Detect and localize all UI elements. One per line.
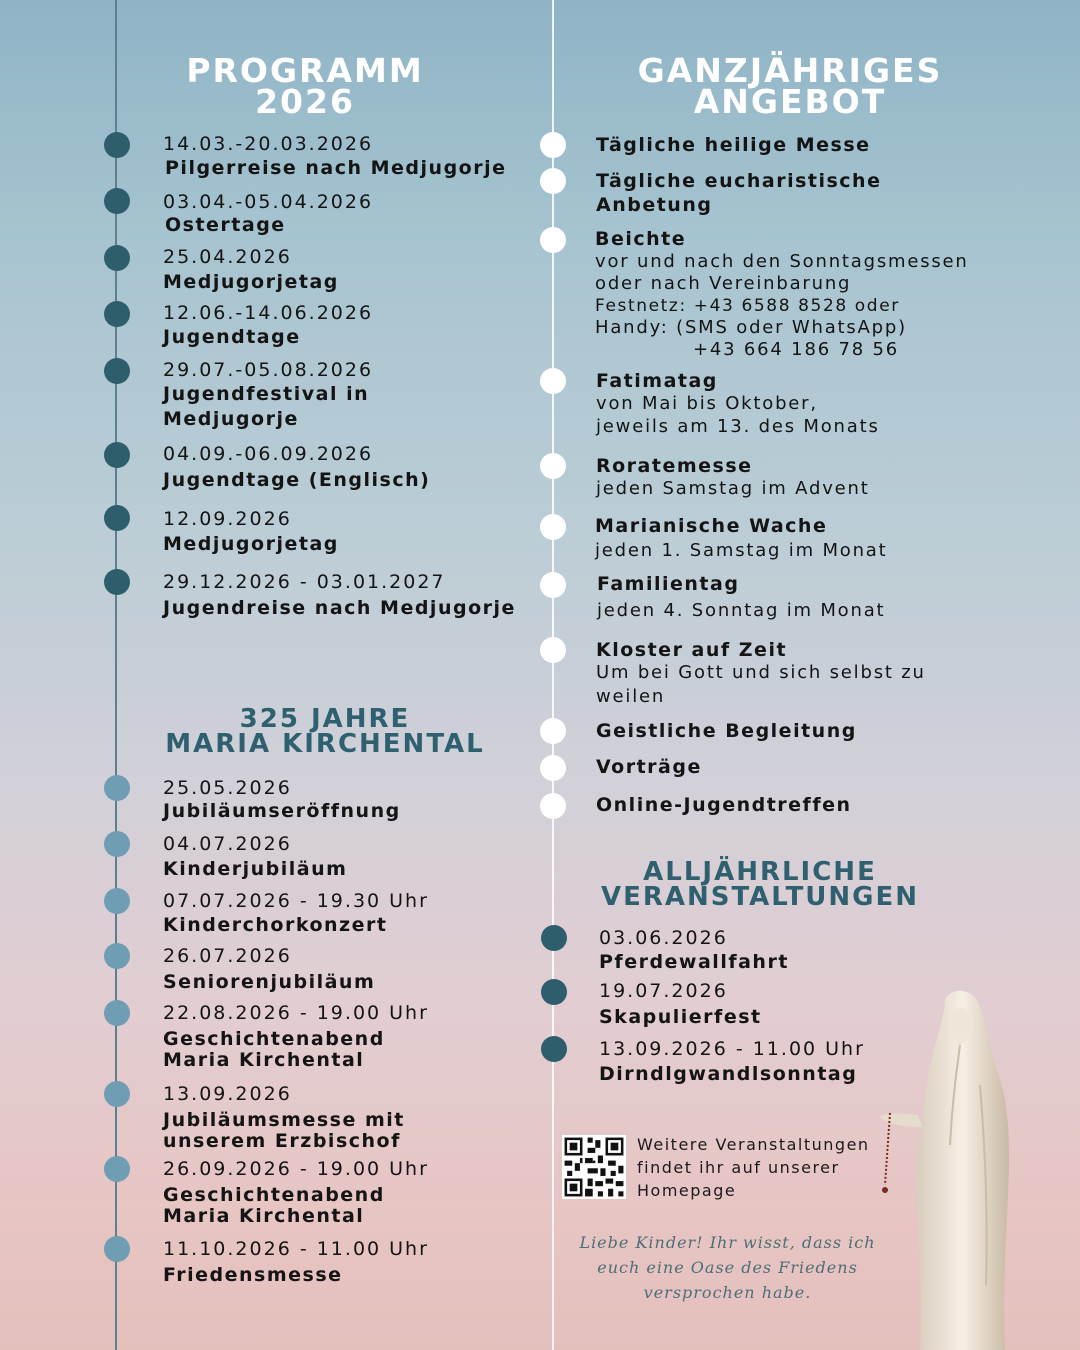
item-date: 12.09.2026	[163, 508, 292, 530]
quote-line3: versprochen habe.	[643, 1283, 812, 1302]
item-title-line2: unserem Erzbischof	[163, 1130, 401, 1152]
timeline-dot	[104, 245, 130, 271]
timeline-dot	[540, 514, 566, 540]
quote-line2: euch eine Oase des Friedens	[597, 1258, 858, 1277]
jubilee-title	[140, 704, 510, 759]
item-title: Familientag	[597, 573, 740, 595]
item-title: Kloster auf Zeit	[596, 639, 788, 661]
jubilee-title-line1: 325 JAHRE	[239, 704, 411, 734]
more-info-line2: findet ihr auf unserer	[637, 1158, 840, 1177]
item-date: 03.06.2026	[599, 927, 728, 949]
item-title: Medjugorjetag	[163, 271, 339, 293]
more-info-line1: Weitere Veranstaltungen	[637, 1135, 870, 1154]
item-date: 14.03.-20.03.2026	[163, 133, 374, 155]
timeline-dot	[104, 358, 130, 384]
annual-title	[575, 857, 945, 912]
item-title: Geistliche Begleitung	[596, 720, 857, 742]
timeline-dot	[104, 1000, 130, 1026]
timeline-dot	[540, 368, 566, 394]
item-detail: weilen	[596, 686, 666, 707]
item-title: Geschichtenabend	[163, 1184, 385, 1206]
item-date: 29.12.2026 - 03.01.2027	[163, 571, 446, 593]
item-date: 25.05.2026	[163, 777, 292, 799]
item-title: Jubiläumseröffnung	[163, 800, 401, 822]
item-title: Jugendtage	[163, 326, 301, 348]
item-title-line2: Medjugorje	[163, 408, 299, 430]
timeline-dot	[104, 301, 130, 327]
item-detail: vor und nach den Sonntagsmessen	[595, 251, 969, 272]
yearround-title	[620, 51, 960, 122]
timeline-dot	[540, 572, 566, 598]
item-date: 04.07.2026	[163, 833, 292, 855]
timeline-dot	[540, 168, 566, 194]
item-date: 25.04.2026	[163, 246, 292, 268]
item-detail: von Mai bis Oktober,	[596, 393, 818, 414]
item-title: Pilgerreise nach Medjugorje	[165, 157, 507, 179]
timeline-right	[552, 0, 554, 1350]
item-title: Geschichtenabend	[163, 1028, 385, 1050]
timeline-dot	[540, 755, 566, 781]
annual-title-line2: VERANSTALTUNGEN	[600, 881, 920, 912]
item-title: Ostertage	[165, 214, 286, 236]
item-detail: Um bei Gott und sich selbst zu	[596, 662, 926, 683]
item-title: Beichte	[595, 228, 687, 250]
item-detail: +43 664 186 78 56	[693, 339, 899, 360]
item-title: Kinderjubiläum	[163, 858, 348, 880]
item-detail: jeden 4. Sonntag im Monat	[597, 600, 886, 621]
timeline-dot	[541, 925, 567, 951]
timeline-dot	[104, 1156, 130, 1182]
timeline-dot	[104, 442, 130, 468]
item-detail: Festnetz: +43 6588 8528 oder	[595, 296, 900, 316]
timeline-dot	[540, 132, 566, 158]
timeline-dot	[541, 1036, 567, 1062]
item-title-line2: Anbetung	[596, 194, 713, 216]
item-title: Marianische Wache	[595, 515, 828, 537]
timeline-dot	[104, 1236, 130, 1262]
item-detail: Handy: (SMS oder WhatsApp)	[595, 317, 907, 338]
item-date: 19.07.2026	[599, 980, 728, 1002]
item-title: Dirndlgwandlsonntag	[599, 1063, 858, 1085]
item-date: 13.09.2026 - 11.00 Uhr	[599, 1038, 865, 1060]
timeline-dot	[541, 979, 567, 1005]
item-detail: jeden 1. Samstag im Monat	[595, 540, 888, 561]
item-title: Jugendreise nach Medjugorje	[163, 597, 516, 619]
timeline-dot	[104, 943, 130, 969]
item-title: Fatimatag	[596, 370, 718, 392]
qr-code-icon[interactable]	[562, 1135, 626, 1199]
yearround-title-line1: GANZJÄHRIGES	[637, 51, 943, 90]
item-detail: oder nach Vereinbarung	[595, 273, 852, 294]
jubilee-title-line2: MARIA KIRCHENTAL	[165, 728, 485, 759]
item-date: 11.10.2026 - 11.00 Uhr	[163, 1238, 429, 1260]
quote	[560, 1230, 895, 1305]
timeline-dot	[104, 1081, 130, 1107]
item-date: 29.07.-05.08.2026	[163, 359, 374, 381]
timeline-dot	[104, 569, 130, 595]
item-title: Pferdewallfahrt	[599, 951, 789, 973]
item-date: 04.09.-06.09.2026	[163, 443, 374, 465]
item-detail: jeden Samstag im Advent	[596, 478, 870, 499]
item-title: Skapulierfest	[599, 1006, 762, 1028]
timeline-dot	[540, 637, 566, 663]
item-title: Kinderchorkonzert	[163, 914, 388, 936]
more-info-text	[637, 1133, 870, 1202]
item-title: Friedensmesse	[163, 1264, 343, 1286]
item-title: Roratemesse	[596, 455, 753, 477]
item-date: 26.09.2026 - 19.00 Uhr	[163, 1158, 429, 1180]
timeline-dot	[104, 188, 130, 214]
item-title: Jugendfestival in	[163, 383, 370, 405]
timeline-dot	[540, 718, 566, 744]
timeline-dot	[104, 888, 130, 914]
program-title-line2: 2026	[255, 82, 355, 122]
program-title	[150, 51, 460, 122]
item-date: 26.07.2026	[163, 945, 292, 967]
timeline-dot	[104, 831, 130, 857]
more-info-line3: Homepage	[637, 1181, 737, 1200]
timeline-dot	[104, 132, 130, 158]
item-title: Jubiläumsmesse mit	[163, 1109, 405, 1131]
item-title: Medjugorjetag	[163, 533, 339, 555]
item-date: 07.07.2026 - 19.30 Uhr	[163, 890, 429, 912]
item-date: 12.06.-14.06.2026	[163, 302, 374, 324]
timeline-dot	[104, 775, 130, 801]
item-date: 13.09.2026	[163, 1083, 292, 1105]
program-title-line1: PROGRAMM	[186, 51, 424, 90]
item-title: Vorträge	[596, 756, 702, 778]
annual-title-line1: ALLJÄHRLICHE	[643, 857, 877, 887]
quote-line1: Liebe Kinder! Ihr wisst, dass ich	[579, 1233, 876, 1252]
timeline-dot	[104, 505, 130, 531]
item-title: Online-Jugendtreffen	[596, 794, 852, 816]
item-title-line2: Maria Kirchental	[163, 1205, 365, 1227]
item-title: Tägliche eucharistische	[596, 170, 882, 192]
item-title: Jugendtage (Englisch)	[163, 469, 431, 491]
item-title: Seniorenjubiläum	[163, 971, 376, 993]
item-detail: jeweils am 13. des Monats	[596, 416, 880, 437]
item-title-line2: Maria Kirchental	[163, 1049, 365, 1071]
madonna-statue-image	[860, 985, 1080, 1350]
item-date: 03.04.-05.04.2026	[163, 191, 374, 213]
item-date: 22.08.2026 - 19.00 Uhr	[163, 1002, 429, 1024]
timeline-dot	[540, 793, 566, 819]
item-title: Tägliche heilige Messe	[596, 134, 871, 156]
yearround-title-line2: ANGEBOT	[693, 82, 887, 122]
timeline-dot	[540, 227, 566, 253]
timeline-dot	[540, 453, 566, 479]
